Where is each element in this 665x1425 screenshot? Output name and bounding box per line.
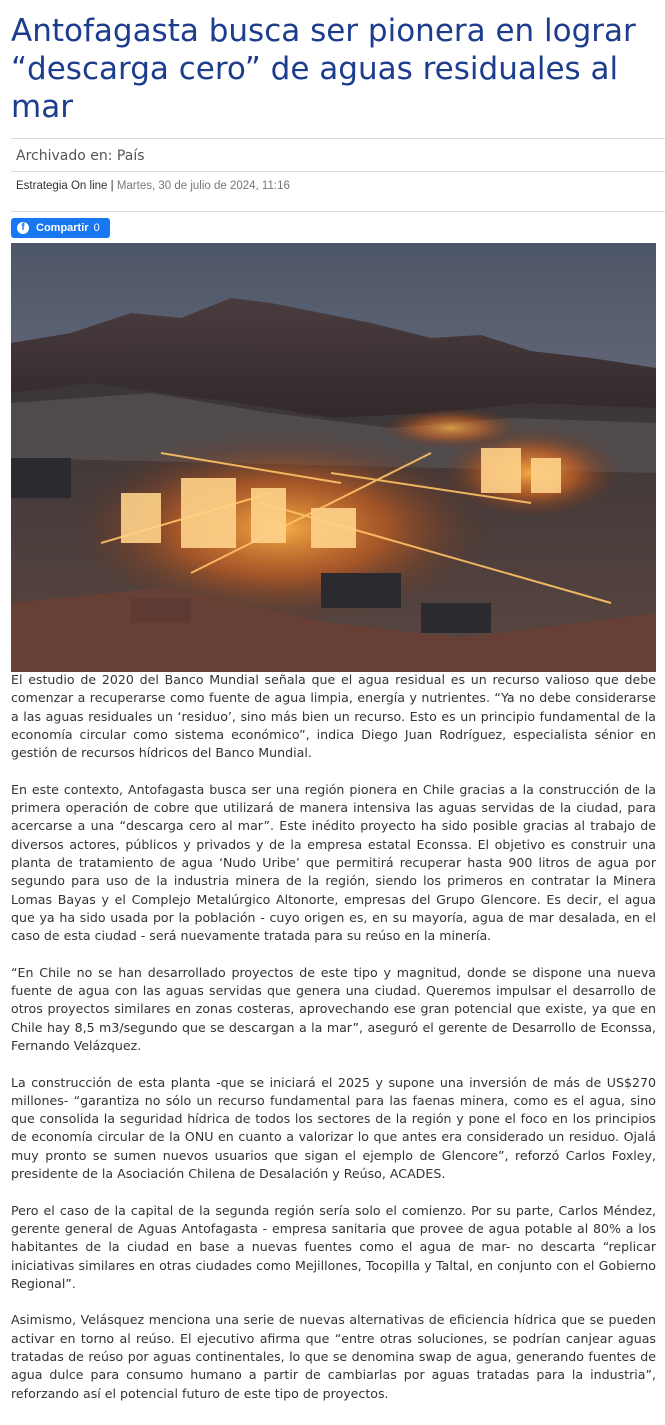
divider (11, 211, 665, 212)
article-body (11, 671, 656, 1421)
facebook-share-button[interactable] (11, 218, 110, 238)
publish-date: Martes, 30 de julio de 2024, 11:16 (116, 180, 290, 192)
paragraph: “En Chile no se han desarrollado proyectos de este tipo y magnitud, donde se dispone una nueva fuente de agua con las aguas servidas que genera una ciudad. Queremos impulsar el desarrollo de otros proyectos similares en zonas costeras, aprovechando ese gran potencial que existe, ya que en Chile hay 8,5 m3/segundo que se descargan a la mar”, aseguró el gerente de Desarrollo de Econssa, Fernando Velázquez. (11, 964, 656, 1053)
article-title: Antofagasta busca ser pionera en lograr “descarga cero” de aguas residuales al mar (11, 13, 636, 125)
mining-plant-photo (11, 243, 656, 672)
archived-label: Archivado en: (16, 148, 113, 164)
byline (16, 179, 290, 193)
divider (11, 138, 665, 139)
section-link[interactable]: País (116, 148, 145, 164)
facebook-icon: f (17, 222, 29, 234)
paragraph: Asimismo, Velásquez menciona una serie de nuevas alternativas de eficiencia hídrica que se pueden activar en torno al reúso. El ejecutivo afirma que “entre otras soluciones, se podrían canjear aguas tratadas de reúso por aguas continentales, lo que se denomina swap de agua, generando fuentes de agua dulce para consumo humano a partir de cambiarlas por aguas tratadas para la industria”, reforzando así el potencial futuro de este tipo de proyectos. (11, 1312, 656, 1401)
share-label: Compartir (36, 222, 89, 234)
paragraph: Pero el caso de la capital de la segunda región sería solo el comienzo. Por su parte, Carlos Méndez, gerente general de Aguas Antofagasta - empresa sanitaria que provee de agua potable al 80% a los habitantes de la ciudad en base a nuevas fuentes como el agua de mar- no descarta “replicar iniciativas similares en otras ciudades como Mejillones, Tocopilla y Taltal, en conjunto con el Gobierno Regional”. (11, 1202, 656, 1291)
paragraph: En este contexto, Antofagasta busca ser una región pionera en Chile gracias a la construcción de la primera operación de cobre que utilizará de manera intensiva las aguas servidas de la ciudad, para acercarse a una “descarga cero al mar”. Este inédito proyecto ha sido posible gracias al trabajo de diversos actores, públicos y privados y de la empresa estatal Econssa. El objetivo es construir una planta de tratamiento de agua ‘Nudo Uribe’ que permitirá recuperar hasta 900 litros de agua por segundo para uso de la industria minera de la región, siendo los primeros en contratar la Minera Lomas Bayas y el Complejo Metalúrgico Altonorte, empresas del Grupo Glencore. Es decir, el agua que ya ha sido usada por la población - cuyo origen es, en su mayoría, agua de mar desalada, en el caso de esta ciudad - será nuevamente tratada para su reúso en la minería. (11, 781, 656, 944)
share-count: 0 (93, 222, 100, 234)
paragraph: La construcción de esta planta -que se iniciará el 2025 y supone una inversión de más de US$270 millones- “garantiza no sólo un recurso fundamental para las faenas minera, como es el agua, sino que consolida la seguridad hídrica de todos los sectores de la región y pone el foco en los principios de economía circular de la ONU en cuanto a valorizar lo que antes era considerado un residuo. Ojalá muy pronto se sumen nuevos usuarios que sigan el ejemplo de Glencore”, reforzó Carlos Foxley, presidente de la Asociación Chilena de Desalación y Reúso, ACADES. (11, 1074, 656, 1182)
paragraph: El estudio de 2020 del Banco Mundial señala que el agua residual es un recurso valioso que debe comenzar a recuperarse como fuente de agua limpia, energía y nutrientes. “Ya no debe considerarse a las aguas residuales un ‘residuo’, sino más bien un recurso. Esto es un principio fundamental de la economía circular como sistema económico”, indica Diego Juan Rodríguez, especialista sénior en gestión de recursos hídricos del Banco Mundial. (11, 672, 656, 761)
source-name: Estrategia On line (16, 180, 108, 192)
divider (11, 171, 665, 172)
archived-in (16, 147, 145, 165)
byline-separator: | (107, 180, 117, 192)
